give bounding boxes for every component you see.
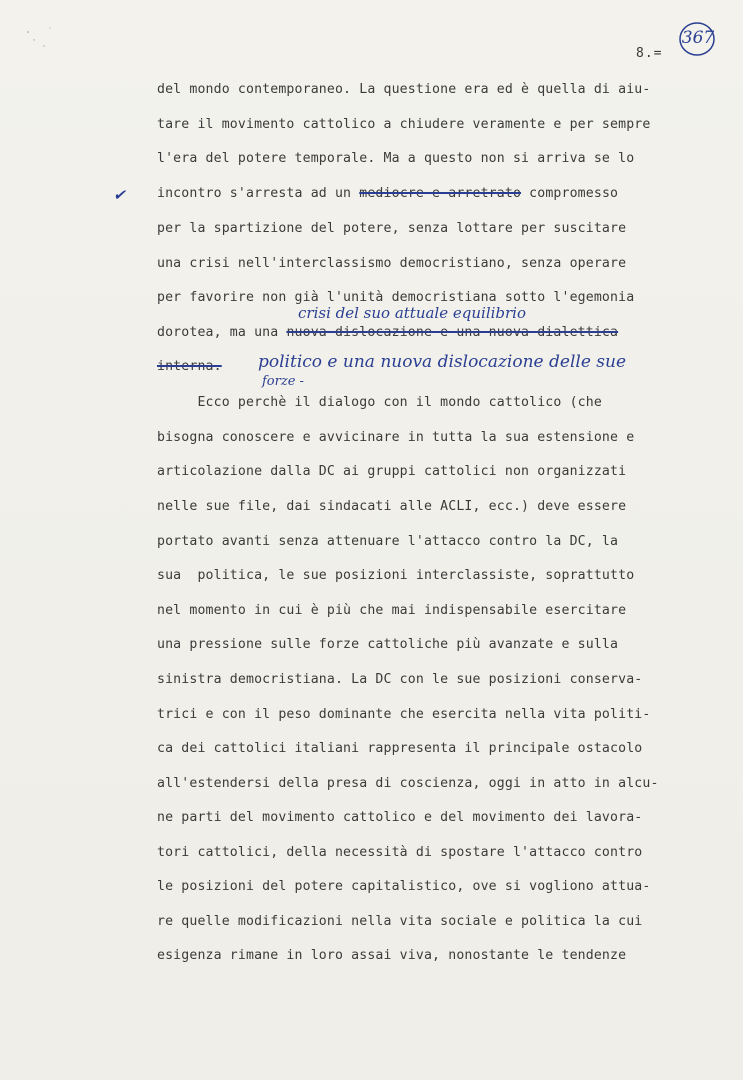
handwritten-insertion: crisi del suo attuale equilibrio <box>298 304 527 322</box>
handwritten-insertion: politico e una nuova dislocazione delle sue <box>258 352 627 372</box>
text-line: l'era del potere temporale. Ma a questo non si arriva se lo <box>157 151 635 166</box>
text-line: Ecco perchè il dialogo con il mondo cattolico (che <box>157 395 602 410</box>
text-line: esigenza rimane in loro assai viva, nonostante le tendenze <box>157 948 627 963</box>
text-segment: incontro s'arresta ad un <box>157 186 360 201</box>
text-line: articolazione dalla DC ai gruppi cattolici non organizzati <box>157 464 627 479</box>
struck-text: mediocre e arretrato <box>359 186 522 201</box>
text-line: per la spartizione del potere, senza lottare per suscitare <box>157 221 627 236</box>
text-line: trici e con il peso dominante che esercita nella vita politi- <box>157 707 651 722</box>
text-line-with-correction <box>157 325 618 340</box>
text-line: tori cattolici, della necessità di spostare l'attacco contro <box>157 845 643 860</box>
text-line: all'estendersi della presa di coscienza, oggi in atto in alcu- <box>157 776 659 791</box>
text-line: del mondo contemporaneo. La questione era ed è quella di aiu- <box>157 82 651 97</box>
text-line: sinistra democristiana. La DC con le sue posizioni conserva- <box>157 672 643 687</box>
text-segment: compromesso <box>521 186 619 201</box>
text-line: nel momento in cui è più che mai indispensabile esercitare <box>157 603 627 618</box>
text-line: bisogna conoscere e avvicinare in tutta la sua estensione e <box>157 430 635 445</box>
text-line: sua politica, le sue posizioni interclassiste, soprattutto <box>157 568 635 583</box>
text-line: re quelle modificazioni nella vita sociale e politica la cui <box>157 914 643 929</box>
text-line: ca dei cattolici italiani rappresenta il principale ostacolo <box>157 741 643 756</box>
stamp-number: 367 <box>681 28 715 48</box>
page-number: 8.= <box>636 46 663 61</box>
text-line-with-correction <box>157 186 618 201</box>
text-line: le posizioni del potere capitalistico, ove si vogliono attua- <box>157 879 651 894</box>
corner-specks <box>20 20 60 60</box>
struck-text: nuova dislocazione e una nuova dialettica <box>286 325 619 340</box>
text-segment: dorotea, ma una <box>157 325 287 340</box>
text-line: nelle sue file, dai sindacati alle ACLI, ecc.) deve essere <box>157 499 627 514</box>
margin-check-mark: ✔ <box>113 186 126 204</box>
struck-text: interna. <box>157 359 222 374</box>
text-line: per favorire non già l'unità democristiana sotto l'egemonia <box>157 290 635 305</box>
handwritten-insertion: forze - <box>262 374 304 389</box>
text-line-struck <box>157 359 222 374</box>
text-line: una crisi nell'interclassismo democristiano, senza operare <box>157 256 627 271</box>
archive-stamp <box>678 21 716 57</box>
text-line: una pressione sulle forze cattoliche più avanzate e sulla <box>157 637 619 652</box>
text-line: tare il movimento cattolico a chiudere veramente e per sempre <box>157 117 651 132</box>
text-line: ne parti del movimento cattolico e del movimento dei lavora- <box>157 810 643 825</box>
text-line: portato avanti senza attenuare l'attacco contro la DC, la <box>157 534 619 549</box>
